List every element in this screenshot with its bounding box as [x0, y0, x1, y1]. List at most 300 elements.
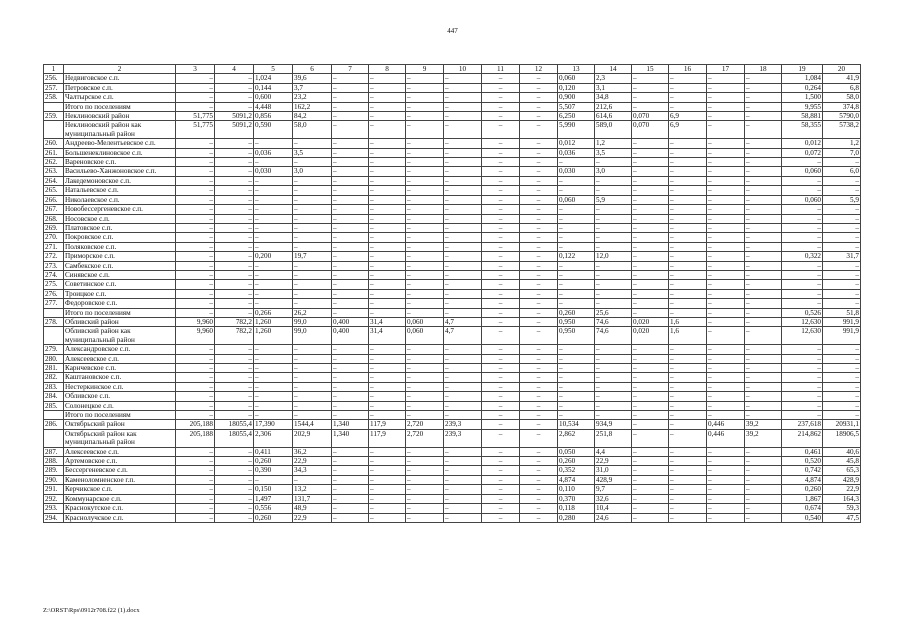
value-cell: –: [293, 176, 332, 185]
value-cell: –: [444, 102, 482, 111]
column-header: 2: [64, 65, 176, 74]
value-cell: –: [215, 299, 254, 308]
table-row: [44, 457, 861, 466]
value-cell: –: [520, 74, 558, 83]
value-cell: –: [520, 214, 558, 223]
value-cell: 0,674: [782, 504, 823, 513]
value-cell: –: [369, 494, 406, 503]
value-cell: 0,030: [558, 167, 595, 176]
value-cell: –: [406, 485, 444, 494]
value-cell: –: [632, 74, 669, 83]
value-cell: –: [444, 504, 482, 513]
value-cell: –: [782, 261, 823, 270]
row-name-cell: Октябрьский район: [64, 420, 176, 429]
row-name-cell: Лакедемоновское с.п.: [64, 176, 176, 185]
value-cell: 6,9: [669, 121, 707, 139]
value-cell: –: [176, 457, 215, 466]
value-cell: –: [745, 345, 782, 354]
value-cell: –: [406, 354, 444, 363]
value-cell: 205,188: [176, 420, 215, 429]
value-cell: –: [782, 233, 823, 242]
value-cell: 237,618: [782, 420, 823, 429]
value-cell: –: [632, 373, 669, 382]
value-cell: –: [254, 401, 293, 410]
value-cell: –: [176, 158, 215, 167]
value-cell: 1,2: [595, 139, 632, 148]
value-cell: –: [332, 158, 369, 167]
value-cell: –: [332, 102, 369, 111]
table-row: [44, 411, 861, 420]
value-cell: 0,600: [254, 93, 293, 102]
value-cell: –: [406, 112, 444, 121]
value-cell: –: [369, 392, 406, 401]
value-cell: –: [707, 392, 745, 401]
row-number-cell: 271.: [44, 242, 64, 251]
value-cell: –: [669, 186, 707, 195]
value-cell: –: [520, 447, 558, 456]
value-cell: –: [669, 214, 707, 223]
value-cell: –: [520, 373, 558, 382]
value-cell: –: [707, 382, 745, 391]
value-cell: 26,2: [293, 308, 332, 317]
value-cell: –: [669, 354, 707, 363]
value-cell: 374,8: [823, 102, 861, 111]
value-cell: –: [215, 158, 254, 167]
value-cell: –: [215, 195, 254, 204]
value-cell: –: [369, 121, 406, 139]
value-cell: –: [520, 317, 558, 326]
value-cell: –: [215, 504, 254, 513]
value-cell: –: [332, 83, 369, 92]
row-number-cell: 261.: [44, 148, 64, 157]
value-cell: –: [444, 74, 482, 83]
value-cell: 18055,4: [215, 429, 254, 447]
value-cell: –: [707, 121, 745, 139]
value-cell: 0,260: [254, 513, 293, 522]
value-cell: –: [406, 83, 444, 92]
value-cell: 9,955: [782, 102, 823, 111]
row-number-cell: 291.: [44, 485, 64, 494]
value-cell: 0,260: [782, 485, 823, 494]
value-cell: –: [332, 148, 369, 157]
value-cell: –: [176, 176, 215, 185]
value-cell: –: [632, 261, 669, 270]
value-cell: –: [595, 299, 632, 308]
value-cell: –: [707, 513, 745, 522]
value-cell: 32,6: [595, 494, 632, 503]
value-cell: –: [369, 280, 406, 289]
value-cell: –: [707, 280, 745, 289]
value-cell: –: [595, 280, 632, 289]
value-cell: 2,306: [254, 429, 293, 447]
value-cell: –: [745, 83, 782, 92]
row-name-cell: Недвиговское с.п.: [64, 74, 176, 83]
value-cell: –: [215, 242, 254, 251]
value-cell: –: [332, 195, 369, 204]
value-cell: –: [176, 308, 215, 317]
value-cell: –: [254, 195, 293, 204]
row-name-cell: Натальевское с.п.: [64, 186, 176, 195]
value-cell: –: [444, 112, 482, 121]
row-number-cell: 292.: [44, 494, 64, 503]
value-cell: –: [707, 466, 745, 475]
value-cell: –: [369, 354, 406, 363]
column-header: 20: [823, 65, 861, 74]
value-cell: 0,036: [558, 148, 595, 157]
value-cell: –: [632, 308, 669, 317]
value-cell: –: [482, 252, 520, 261]
value-cell: –: [369, 223, 406, 232]
value-cell: 1,024: [254, 74, 293, 83]
value-cell: –: [482, 83, 520, 92]
value-cell: –: [369, 299, 406, 308]
value-cell: –: [482, 411, 520, 420]
table-row: [44, 327, 861, 345]
value-cell: –: [707, 74, 745, 83]
value-cell: –: [482, 354, 520, 363]
value-cell: –: [782, 289, 823, 298]
value-cell: –: [707, 93, 745, 102]
value-cell: 0,020: [632, 317, 669, 326]
value-cell: 48,9: [293, 504, 332, 513]
value-cell: –: [707, 411, 745, 420]
value-cell: 84,2: [293, 112, 332, 121]
value-cell: –: [444, 195, 482, 204]
value-cell: –: [823, 223, 861, 232]
value-cell: 0,352: [558, 466, 595, 475]
value-cell: 0,526: [782, 308, 823, 317]
row-number-cell: 285.: [44, 401, 64, 410]
value-cell: –: [669, 447, 707, 456]
value-cell: –: [293, 261, 332, 270]
value-cell: 3,7: [293, 83, 332, 92]
value-cell: 99,0: [293, 327, 332, 345]
value-cell: –: [520, 513, 558, 522]
value-cell: –: [332, 308, 369, 317]
value-cell: 0,900: [558, 93, 595, 102]
value-cell: –: [332, 345, 369, 354]
value-cell: –: [369, 139, 406, 148]
value-cell: –: [745, 299, 782, 308]
value-cell: 18906,5: [823, 429, 861, 447]
value-cell: –: [669, 345, 707, 354]
value-cell: –: [176, 494, 215, 503]
value-cell: 0,118: [558, 504, 595, 513]
value-cell: –: [176, 354, 215, 363]
value-cell: –: [369, 504, 406, 513]
column-header: 13: [558, 65, 595, 74]
value-cell: –: [254, 382, 293, 391]
value-cell: –: [444, 270, 482, 279]
value-cell: –: [520, 392, 558, 401]
value-cell: –: [293, 186, 332, 195]
value-cell: –: [254, 214, 293, 223]
value-cell: –: [823, 401, 861, 410]
row-number-cell: 283.: [44, 382, 64, 391]
value-cell: –: [215, 401, 254, 410]
value-cell: 65,3: [823, 466, 861, 475]
value-cell: 0,446: [707, 429, 745, 447]
value-cell: –: [444, 392, 482, 401]
value-cell: 0,461: [782, 447, 823, 456]
data-table: [43, 64, 861, 523]
row-name-cell: Алексеевское с.п.: [64, 354, 176, 363]
value-cell: –: [520, 280, 558, 289]
row-name-cell: Краснокутское с.п.: [64, 504, 176, 513]
value-cell: 205,188: [176, 429, 215, 447]
value-cell: –: [745, 112, 782, 121]
value-cell: 9,960: [176, 327, 215, 345]
value-cell: –: [444, 223, 482, 232]
value-cell: –: [745, 148, 782, 157]
value-cell: –: [595, 345, 632, 354]
value-cell: –: [482, 447, 520, 456]
value-cell: –: [176, 214, 215, 223]
value-cell: –: [215, 223, 254, 232]
value-cell: –: [176, 466, 215, 475]
value-cell: 782,2: [215, 317, 254, 326]
value-cell: –: [707, 112, 745, 121]
value-cell: –: [669, 223, 707, 232]
value-cell: –: [406, 382, 444, 391]
value-cell: 2,3: [595, 74, 632, 83]
value-cell: 3,1: [595, 83, 632, 92]
table-row: [44, 270, 861, 279]
value-cell: –: [406, 504, 444, 513]
value-cell: –: [707, 494, 745, 503]
value-cell: –: [707, 401, 745, 410]
value-cell: –: [332, 485, 369, 494]
value-cell: –: [632, 242, 669, 251]
value-cell: –: [254, 139, 293, 148]
row-name-cell: Октябрьский район как муниципальный район: [64, 429, 176, 447]
value-cell: 7,0: [823, 148, 861, 157]
table-row: [44, 158, 861, 167]
value-cell: –: [482, 205, 520, 214]
value-cell: 51,775: [176, 121, 215, 139]
value-cell: –: [745, 261, 782, 270]
value-cell: –: [482, 373, 520, 382]
value-cell: 0,060: [558, 195, 595, 204]
value-cell: 428,9: [823, 475, 861, 484]
value-cell: –: [632, 392, 669, 401]
value-cell: –: [332, 280, 369, 289]
value-cell: 12,630: [782, 327, 823, 345]
value-cell: –: [406, 252, 444, 261]
value-cell: 58,0: [823, 93, 861, 102]
column-header: 14: [595, 65, 632, 74]
value-cell: –: [669, 513, 707, 522]
value-cell: –: [369, 148, 406, 157]
row-number-cell: 287.: [44, 447, 64, 456]
value-cell: –: [293, 345, 332, 354]
value-cell: 36,2: [293, 447, 332, 456]
row-name-cell: Новобессергеневское с.п.: [64, 205, 176, 214]
value-cell: –: [176, 195, 215, 204]
value-cell: –: [406, 148, 444, 157]
value-cell: –: [558, 345, 595, 354]
value-cell: –: [745, 270, 782, 279]
value-cell: –: [632, 345, 669, 354]
value-cell: 5,9: [823, 195, 861, 204]
row-name-cell: Васильево-Ханжоновское с.п.: [64, 167, 176, 176]
value-cell: –: [782, 411, 823, 420]
row-name-cell: Неклиновский район: [64, 112, 176, 121]
value-cell: –: [482, 233, 520, 242]
value-cell: –: [745, 317, 782, 326]
row-name-cell: Нестеркинское с.п.: [64, 382, 176, 391]
value-cell: –: [293, 299, 332, 308]
value-cell: –: [482, 494, 520, 503]
value-cell: –: [558, 364, 595, 373]
row-name-cell: Итого по поселениям: [64, 308, 176, 317]
value-cell: –: [632, 280, 669, 289]
value-cell: 934,9: [595, 420, 632, 429]
value-cell: –: [482, 261, 520, 270]
value-cell: –: [215, 74, 254, 83]
value-cell: –: [707, 102, 745, 111]
value-cell: –: [332, 513, 369, 522]
value-cell: 0,556: [254, 504, 293, 513]
value-cell: 40,6: [823, 447, 861, 456]
value-cell: –: [823, 176, 861, 185]
column-header: 17: [707, 65, 745, 74]
value-cell: –: [482, 317, 520, 326]
value-cell: –: [406, 195, 444, 204]
value-cell: –: [215, 494, 254, 503]
value-cell: –: [823, 299, 861, 308]
value-cell: –: [520, 270, 558, 279]
table-row: [44, 308, 861, 317]
value-cell: –: [520, 420, 558, 429]
value-cell: –: [520, 252, 558, 261]
value-cell: –: [406, 186, 444, 195]
value-cell: –: [406, 457, 444, 466]
value-cell: 10,4: [595, 504, 632, 513]
column-header: 8: [369, 65, 406, 74]
value-cell: –: [215, 148, 254, 157]
row-name-cell: Итого по поселениям: [64, 102, 176, 111]
value-cell: –: [823, 270, 861, 279]
value-cell: –: [332, 494, 369, 503]
value-cell: –: [332, 354, 369, 363]
value-cell: –: [669, 74, 707, 83]
value-cell: 0,446: [707, 420, 745, 429]
value-cell: –: [558, 299, 595, 308]
value-cell: –: [254, 186, 293, 195]
value-cell: –: [520, 466, 558, 475]
value-cell: –: [745, 121, 782, 139]
value-cell: –: [632, 167, 669, 176]
value-cell: –: [782, 242, 823, 251]
row-number-cell: 284.: [44, 392, 64, 401]
value-cell: –: [254, 392, 293, 401]
value-cell: –: [669, 280, 707, 289]
column-header: 9: [406, 65, 444, 74]
value-cell: –: [444, 148, 482, 157]
value-cell: –: [406, 411, 444, 420]
value-cell: 45,8: [823, 457, 861, 466]
value-cell: –: [745, 373, 782, 382]
value-cell: –: [332, 401, 369, 410]
value-cell: –: [707, 186, 745, 195]
value-cell: –: [444, 214, 482, 223]
value-cell: –: [254, 373, 293, 382]
value-cell: –: [632, 457, 669, 466]
value-cell: –: [406, 364, 444, 373]
value-cell: –: [406, 93, 444, 102]
value-cell: –: [520, 289, 558, 298]
value-cell: –: [595, 382, 632, 391]
value-cell: –: [669, 270, 707, 279]
column-header: 6: [293, 65, 332, 74]
value-cell: –: [176, 102, 215, 111]
value-cell: –: [406, 466, 444, 475]
value-cell: –: [707, 364, 745, 373]
value-cell: –: [558, 261, 595, 270]
value-cell: 31,4: [369, 317, 406, 326]
value-cell: –: [215, 205, 254, 214]
row-name-cell: Чалтырское с.п.: [64, 93, 176, 102]
value-cell: –: [745, 205, 782, 214]
value-cell: 0,070: [632, 112, 669, 121]
value-cell: –: [745, 466, 782, 475]
value-cell: –: [332, 252, 369, 261]
row-name-cell: Самбекское с.п.: [64, 261, 176, 270]
value-cell: –: [745, 364, 782, 373]
value-cell: –: [520, 205, 558, 214]
value-cell: –: [707, 223, 745, 232]
value-cell: –: [707, 242, 745, 251]
value-cell: –: [176, 93, 215, 102]
value-cell: –: [293, 280, 332, 289]
value-cell: 1,340: [332, 420, 369, 429]
value-cell: –: [176, 401, 215, 410]
value-cell: 0,322: [782, 252, 823, 261]
value-cell: 4,874: [558, 475, 595, 484]
value-cell: –: [176, 345, 215, 354]
table-row: [44, 280, 861, 289]
value-cell: –: [406, 345, 444, 354]
value-cell: 39,2: [745, 420, 782, 429]
value-cell: –: [254, 289, 293, 298]
value-cell: –: [293, 354, 332, 363]
value-cell: –: [215, 280, 254, 289]
table-row: [44, 121, 861, 139]
value-cell: 0,400: [332, 327, 369, 345]
value-cell: –: [482, 466, 520, 475]
value-cell: –: [745, 308, 782, 317]
value-cell: –: [595, 261, 632, 270]
value-cell: –: [823, 289, 861, 298]
value-cell: –: [482, 308, 520, 317]
row-name-cell: Вареновское с.п.: [64, 158, 176, 167]
value-cell: 3,5: [293, 148, 332, 157]
value-cell: –: [745, 158, 782, 167]
row-name-cell: Приморское с.п.: [64, 252, 176, 261]
value-cell: –: [823, 214, 861, 223]
value-cell: –: [332, 139, 369, 148]
table-row: [44, 289, 861, 298]
value-cell: 3,5: [595, 148, 632, 157]
row-number-cell: 272.: [44, 252, 64, 261]
table-row: [44, 139, 861, 148]
value-cell: –: [558, 223, 595, 232]
value-cell: 6,250: [558, 112, 595, 121]
value-cell: –: [745, 93, 782, 102]
value-cell: –: [176, 513, 215, 522]
value-cell: –: [782, 176, 823, 185]
